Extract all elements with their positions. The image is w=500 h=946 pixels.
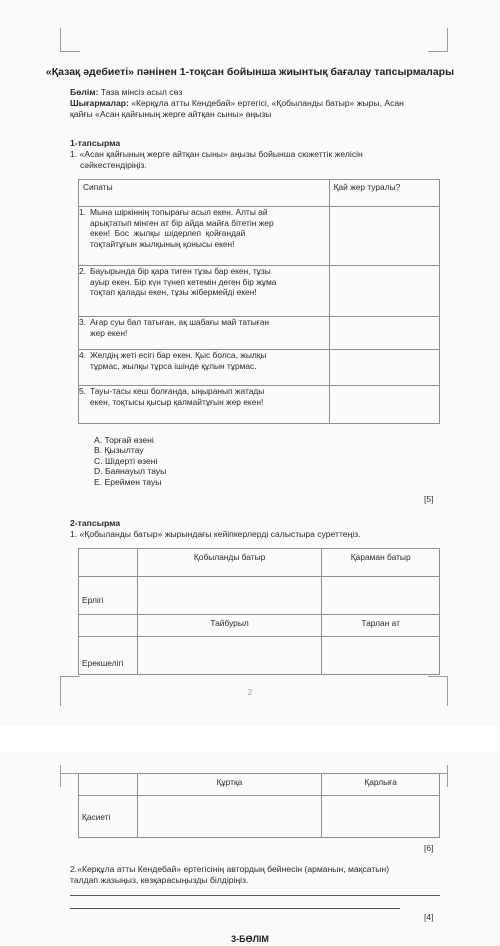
column-header-tarlan: Тарлан ат: [322, 615, 440, 637]
table-corner-cell: [79, 549, 138, 577]
table-row: [79, 317, 440, 350]
task1-instruction-line1: 1. «Асан қайғының жерге айтқан сыны» аңызы бойынша сюжеттік желісін: [70, 149, 363, 159]
answer-cell-karaman-bravery[interactable]: [322, 577, 440, 615]
works-value-line2: қайғы «Асан қайғының жерге айтқан сыны» аңызы: [70, 109, 272, 119]
table-corner-cell: [79, 615, 138, 637]
row-1-description: 1. Мына шіркіннің топырағы асыл екен. Алты ай арықтатып мінген ат бір айда майға бітетін жер екен! Бос жылқы шідерлеп қойғандай тоқтайтұғын жылқының қонысы екен!: [79, 207, 330, 266]
crop-mark: [60, 676, 80, 677]
answer-cell-kobylandy-bravery[interactable]: [137, 577, 322, 615]
crop-mark: [428, 51, 448, 52]
page-number: 2: [247, 688, 253, 697]
crop-mark: [60, 51, 80, 52]
task1-heading: 1-тапсырма: [70, 138, 121, 148]
section-line: [70, 87, 182, 98]
row-label-virtue: Қасиеті: [79, 796, 138, 838]
table-row: [79, 386, 440, 424]
answer-cell-tarlan-feature[interactable]: [322, 637, 440, 675]
works-line: [70, 98, 440, 109]
column-header-description: Сипаты: [79, 180, 330, 207]
option-a: A. Торғай өзені: [94, 435, 154, 445]
task2-question2-score: [4]: [424, 912, 434, 922]
column-header-place: Қай жер туралы?: [329, 180, 439, 207]
table-row: [79, 577, 440, 615]
comparison-table: [78, 548, 440, 675]
column-header-karaman: Қараман батыр: [322, 549, 440, 577]
section-value: Таза мінсіз асыл сөз: [98, 87, 183, 97]
crop-mark: [60, 28, 61, 52]
crop-mark: [428, 676, 448, 677]
section-label: Бөлім:: [70, 87, 99, 97]
task1-instruction-line2: сәйкестендіріңіз.: [80, 160, 147, 170]
row-5-answer[interactable]: [329, 386, 439, 424]
option-c: C. Шідерті өзені: [94, 455, 158, 466]
row-label-bravery: Ерлігі: [79, 577, 138, 615]
row-3-description: 3. Ағар суы бал татыған, ақ шабағы май татыған жер екен!: [79, 317, 330, 350]
next-section-heading: 3-БӨЛІМ: [231, 934, 269, 944]
row-1-answer[interactable]: [329, 207, 439, 266]
row-5-description: 5. Тауы-тасы кеш болғанда, ыңыранып жатады екен, тоқтысы қысыр қалмайтұғын жер екен!: [79, 386, 330, 424]
crop-mark: [60, 773, 80, 774]
row-2-answer[interactable]: [329, 266, 439, 317]
option-e: E. Ереймен тауы: [94, 476, 162, 487]
row-4-description: 4. Желдің жеті есігі бар екен. Қыс болса, жылқы тұрмас, жылқы тұрса ішінде құлын тұрмас.: [79, 350, 330, 386]
column-header-kurtka: Құртқа: [137, 774, 322, 796]
row-label-feature: Ерекшелігі: [79, 637, 138, 675]
document-title: «Қазақ әдебиеті» пәнінен 1-тоқсан бойынша жиынтық бағалау тапсырмалары: [45, 66, 455, 78]
task2-question2-line1: 2.«Керқұла атты Кендебай» ертегісінің автордың бейнесін (арманын, мақсатын): [70, 864, 390, 874]
table-header-row: [79, 180, 440, 207]
crop-mark: [60, 765, 61, 787]
crop-mark: [447, 765, 448, 787]
answer-options: [94, 435, 166, 487]
option-b: B. Қызылтау: [94, 445, 144, 456]
answer-cell-taiburyl-feature[interactable]: [137, 637, 322, 675]
task2-instruction: 1. «Қобыланды батыр» жырындағы кейіпкерлерді салыстыра суреттеңіз.: [70, 529, 361, 539]
page-gap: [0, 726, 500, 752]
row-3-answer[interactable]: [329, 317, 439, 350]
table-row: [79, 637, 440, 675]
table-header-row: [79, 549, 440, 577]
table-header-row: [79, 615, 440, 637]
answer-cell-karlyga-virtue[interactable]: [322, 796, 440, 838]
task1-score: [5]: [424, 494, 434, 504]
task2-score: [6]: [424, 843, 434, 853]
task2-question2-line2: талдап жазыңыз, көзқарасыңызды білдіріңіз.: [70, 875, 249, 885]
comparison-table-continued: [78, 773, 440, 838]
column-header-karlyga: Қарлыға: [322, 774, 440, 796]
works-label: Шығармалар:: [70, 98, 129, 108]
task2-heading: 2-тапсырма: [70, 518, 121, 528]
crop-mark: [447, 28, 448, 52]
matching-table: [78, 179, 440, 424]
table-header-row: [79, 774, 440, 796]
works-value-line1: «Керқұла атты Кендебай» ертегісі, «Қобыланды батыр» жыры, Асан: [128, 98, 404, 108]
row-2-description: 2. Бауырында бір қара тиген тұзы бар екен, тұзы ауыр екен. Бір күн түнеп кетемін деген бір жұма тоқтап қалады екен, тұзы жібермейді екен!: [79, 266, 330, 317]
answer-cell-kurtka-virtue[interactable]: [137, 796, 322, 838]
table-row: [79, 350, 440, 386]
row-4-answer[interactable]: [329, 350, 439, 386]
table-row: [79, 266, 440, 317]
answer-line[interactable]: [70, 908, 400, 909]
table-row: [79, 796, 440, 838]
column-header-taiburyl: Тайбурыл: [137, 615, 322, 637]
table-row: [79, 207, 440, 266]
answer-line[interactable]: [70, 895, 440, 896]
column-header-kobylandy: Қобыланды батыр: [137, 549, 322, 577]
option-d: D. Баянауыл тауы: [94, 466, 167, 477]
table-corner-cell: [79, 774, 138, 796]
